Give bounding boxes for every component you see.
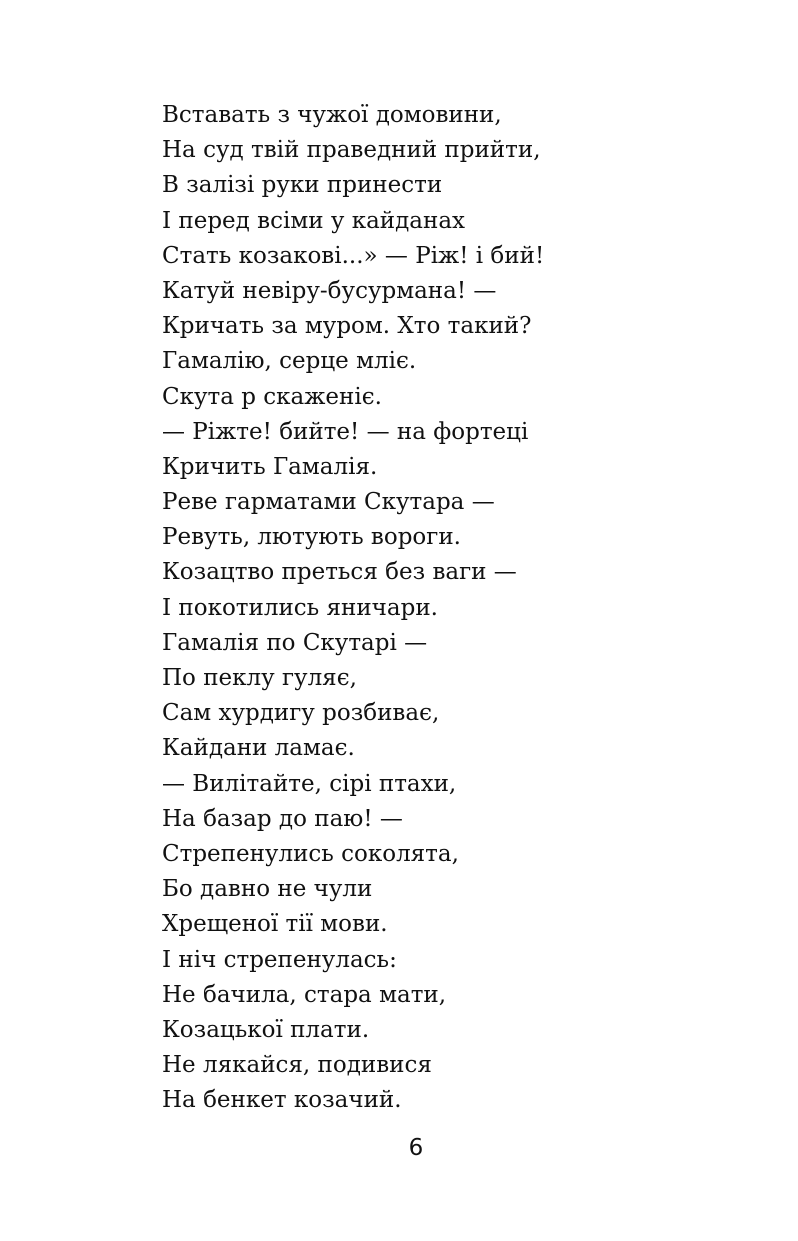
- poem-line: Катуй невіру-бусурмана! —: [162, 277, 497, 304]
- poem-line: Стрепенулись соколята,: [162, 840, 459, 867]
- poem-line: Гамалію, серце мліє.: [162, 348, 417, 375]
- poem-text: [162, 98, 722, 1118]
- poem-line: В залізі руки принести: [162, 172, 443, 199]
- poem-line: Козацької плати.: [162, 1016, 370, 1043]
- poem-line: Козацтво преться без ваги —: [162, 559, 517, 586]
- poem-line: Хрещеної тії мови.: [162, 911, 388, 938]
- poem-line: На базар до паю! —: [162, 805, 403, 832]
- poem-line: — Вилітайте, сірі птахи,: [162, 770, 457, 797]
- poem-line: По пеклу гуляє,: [162, 665, 357, 691]
- page-number: 6: [408, 1135, 424, 1161]
- poem-line: Кричить Гамалія.: [162, 453, 378, 480]
- poem-line: Не бачила, стара мати,: [162, 981, 447, 1008]
- poem-line: Кайдани ламає.: [162, 735, 355, 762]
- poem-line: Кричать за муром. Хто такий?: [162, 313, 532, 340]
- poem-line: Стать козакові...» — Ріж! і бий!: [162, 242, 545, 269]
- poem-line: І ніч стрепенулась:: [162, 946, 397, 973]
- poem-line: — Ріжте! бийте! — на фортеці: [162, 418, 529, 445]
- poem-line: Скута р скаженіє.: [162, 383, 382, 410]
- poem-line: На бенкет козачий.: [162, 1087, 402, 1114]
- poem-line: Бо давно не чули: [162, 876, 373, 903]
- poem-line: І покотились яничари.: [162, 594, 438, 621]
- poem-line: Не лякайся, подивися: [162, 1052, 432, 1079]
- poem-line: Реве гарматами Скутара —: [162, 489, 495, 516]
- poem-line: Ревуть, лютують вороги.: [162, 524, 461, 551]
- poem-line: Сам хурдигу розбиває,: [162, 700, 440, 727]
- poem-line: Вставать з чужої домовини,: [162, 102, 502, 128]
- poem-line: Гамалія по Скутарі —: [162, 629, 428, 656]
- poem-line: На суд твій праведний прийти,: [162, 137, 541, 164]
- poem-line: І перед всіми у кайданах: [162, 207, 466, 234]
